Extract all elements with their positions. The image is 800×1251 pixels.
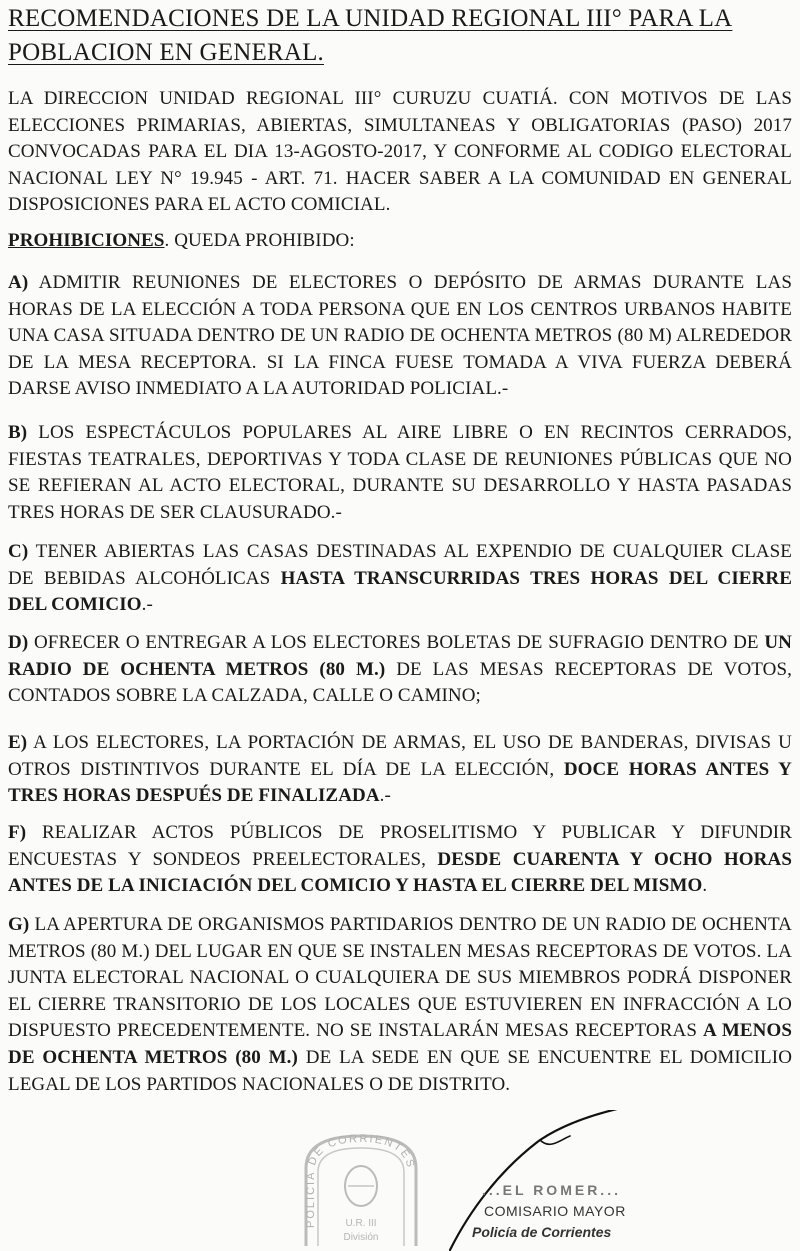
item-f-label: F) [8, 822, 27, 843]
item-d-tail: DE LAS MESAS RECEPTORAS DE VOTOS, CONTADOS SOBRE LA CALZADA, CALLE O CAMINO; [8, 658, 792, 707]
title-line-1: RECOMENDACIONES DE LA UNIDAD REGIONAL III° PARA LA [8, 5, 733, 32]
item-b-label: B) [8, 422, 28, 443]
item-e-text: A LOS ELECTORES, LA PORTACIÓN DE ARMAS, EL USO DE BANDERAS, DIVISAS U OTROS DISTINTIVOS DURANTE EL DÍA DE LA ELECCIÓN, [8, 732, 792, 780]
item-d-text: OFRECER O ENTREGAR A LOS ELECTORES BOLETAS DE SUFRAGIO DENTRO DE [28, 632, 765, 653]
seal-ring-text: POLICIA DE CORRIENTES [305, 1132, 417, 1228]
item-c-text: TENER ABIERTAS LAS CASAS DESTINADAS AL EXPENDIO DE CUALQUIER CLASE DE BEBIDAS ALCOHÓLICAS [8, 541, 792, 589]
item-a-text: ADMITIR REUNIONES DE ELECTORES O DEPÓSITO DE ARMAS DURANTE LAS HORAS DE LA ELECCIÓN A TODA PERSONA QUE EN LOS CENTROS URBANOS HABITE UNA CASA SITUADA DENTRO DE UN RADIO DE OCHENTA METROS (80 M) ALREDEDOR DE LA MESA RECEPTORA. SI LA FINCA FUESE TOMADA A VIVA FUERZA DEBERÁ DARSE AVISO INMEDIATO A LA AUTORIDAD POLICIAL.- [8, 272, 792, 400]
item-g-label: G) [8, 914, 30, 935]
item-g-text: LA APERTURA DE ORGANISMOS PARTIDARIOS DENTRO DE UN RADIO DE OCHENTA METROS (80 M.) DEL LUGAR EN QUE SE INSTALEN MESAS RECEPTORAS DE VOTOS. LA JUNTA ELECTORAL NACIONAL O CUALQUIERA DE SUS MIEMBROS PODRÁ DISPONER EL CIERRE TRANSITORIO DE LOS LOCALES QUE ESTUVIEREN EN INFRACCIÓN A LO DISPUESTO PRECEDENTEMENTE. NO SE INSTALARÁN MESAS RECEPTORAS [8, 914, 792, 1042]
item-e-tail: .- [379, 785, 391, 807]
stamp-institution: Policía de Corrientes [472, 1224, 612, 1240]
item-f-text: REALIZAR ACTOS PÚBLICOS DE PROSELITISMO Y PUBLICAR Y DIFUNDIR ENCUESTAS Y SONDEOS PREELECTORALES, [8, 822, 792, 870]
item-f [8, 820, 792, 900]
item-c-tail: .- [141, 594, 153, 616]
item-g-bold: A MENOS DE OCHENTA METROS (80 M.) [8, 1020, 792, 1068]
svg-text:POLICIA DE CORRIENTES [305, 1133, 417, 1228]
item-c [8, 539, 792, 619]
title-line-2: POBLACION EN GENERAL. [8, 39, 324, 66]
stamp-name: ...EL ROMER... [482, 1182, 621, 1198]
item-d-bold: UN RADIO DE OCHENTA METROS (80 M.) [8, 632, 792, 680]
item-g-tail: DE LA SEDE EN QUE SE ENCUENTRE EL DOMICILIO LEGAL DE LOS PARTIDOS NACIONALES O DE DISTRITO. [8, 1046, 793, 1095]
seal-center-line-2: División [343, 1232, 379, 1243]
item-d [8, 630, 792, 710]
item-c-bold: HASTA TRANSCURRIDAS TRES HORAS DEL CIERRE DEL COMICIO [8, 567, 792, 616]
item-b [8, 420, 792, 526]
stamp-rank: COMISARIO MAYOR [484, 1203, 626, 1219]
intro-paragraph: LA DIRECCION UNIDAD REGIONAL III° CURUZU CUATIÁ. CON MOTIVOS DE LAS ELECCIONES PRIMARIAS, ABIERTAS, SIMULTANEAS Y OBLIGATORIAS (PASO) 2017 CONVOCADAS PARA EL DIA 13-AGOSTO-2017, Y CONFORME AL CODIGO ELECTORAL NACIONAL LEY N° 19.945 - ART. 71. HACER SABER A LA COMUNIDAD EN GENERAL DISPOSICIONES PARA EL ACTO COMICIAL. [8, 88, 792, 216]
item-f-bold: DESDE CUARENTA Y OCHO HORAS ANTES DE LA INICIACIÓN DEL COMICIO Y HASTA EL CIERRE DEL MISMO [8, 848, 792, 897]
item-a-label: A) [8, 272, 29, 293]
signature-stamp [472, 1180, 672, 1243]
item-f-tail: . [702, 875, 708, 897]
item-e-label: E) [8, 732, 28, 753]
item-c-label: C) [8, 541, 29, 562]
seal-center-line-1: U.R. III [345, 1218, 377, 1229]
item-g [8, 912, 792, 1098]
prohibitions-header [8, 228, 792, 255]
item-a [8, 270, 792, 403]
document-title [8, 2, 794, 70]
item-d-label: D) [8, 632, 29, 653]
prohibitions-heading: PROHIBICIONES [8, 230, 165, 251]
item-b-text: LOS ESPECTÁCULOS POPULARES AL AIRE LIBRE O EN RECINTOS CERRADOS, FIESTAS TEATRALES, DEPORTIVAS Y TODA CLASE DE REUNIONES PÚBLICAS QUE NO SE REFIERAN AL ACTO ELECTORAL, DURANTE SU DESARROLLO Y HASTA PASADAS TRES HORAS DE SER CLAUSURADO.- [8, 422, 792, 523]
item-e-bold: DOCE HORAS ANTES Y TRES HORAS DESPUÉS DE FINALIZADA [8, 758, 793, 807]
item-e [8, 730, 792, 810]
prohibitions-lead: . QUEDA PROHIBIDO: [164, 230, 355, 251]
footer-stamp-area [0, 1110, 800, 1251]
